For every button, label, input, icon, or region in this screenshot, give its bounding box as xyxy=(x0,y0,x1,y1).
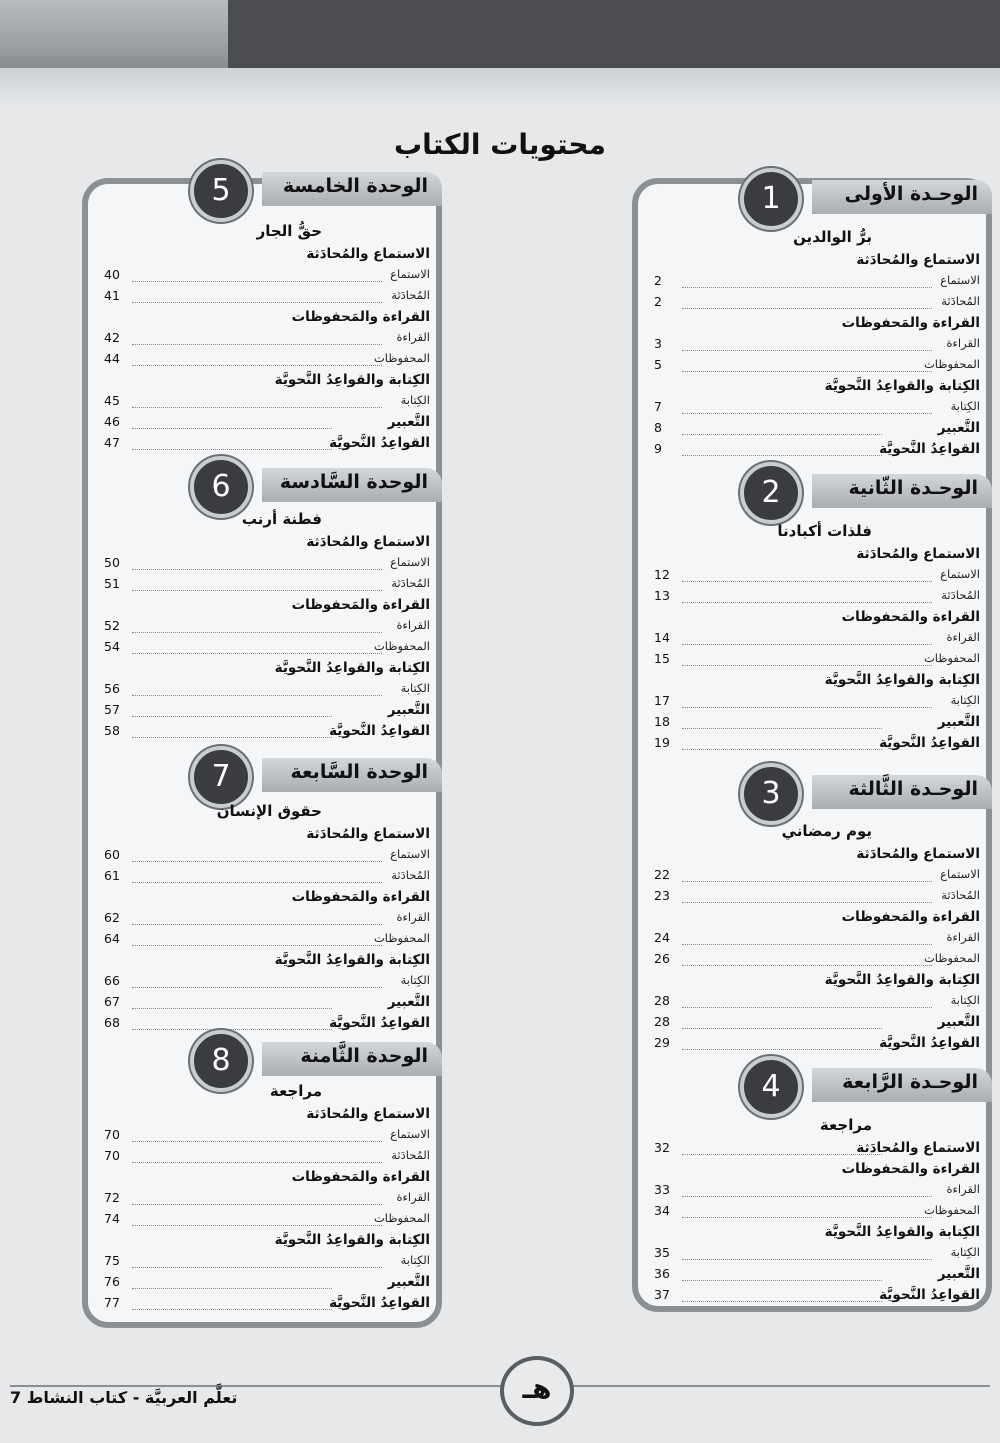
subsection-label: الكِتابة xyxy=(400,393,430,407)
subsection-label: المحفوظات xyxy=(923,651,980,665)
banner-photo xyxy=(0,0,228,78)
dotted-leader xyxy=(132,1204,382,1205)
section-heading: الاستماع والمُحادَثة xyxy=(306,534,430,550)
dotted-leader xyxy=(682,665,932,666)
page-number: 64 xyxy=(104,931,120,946)
section-heading: القواعِدُ النَّحويَّة xyxy=(329,1015,430,1031)
subsection-label: الكِتابة xyxy=(950,693,980,707)
dotted-leader xyxy=(132,428,332,429)
section-heading: التَّعبير xyxy=(387,1274,430,1290)
dotted-leader xyxy=(132,632,382,633)
page-number: 2 xyxy=(654,273,662,288)
page-number: 61 xyxy=(104,868,120,883)
section-heading: التَّعبير xyxy=(937,1014,980,1030)
subsection-label: المحفوظات xyxy=(923,1203,980,1217)
section-heading: الكِتابة والقواعِدُ النَّحويَّة xyxy=(274,1232,430,1248)
dotted-leader xyxy=(682,434,882,435)
page-number: 29 xyxy=(654,1035,670,1050)
unit-title: الوحـدة الثّانية xyxy=(848,477,978,499)
dotted-leader xyxy=(682,644,932,645)
section-heading: الكِتابة والقواعِدُ النَّحويَّة xyxy=(274,660,430,676)
dotted-leader xyxy=(682,881,932,882)
section-heading: القراءة والمَحفوظات xyxy=(841,315,980,331)
section-heading: القراءة والمَحفوظات xyxy=(291,1169,430,1185)
page-number: 45 xyxy=(104,393,120,408)
subsection-label: الكِتابة xyxy=(950,1245,980,1259)
lesson-title: برُّ الوالدين xyxy=(793,228,872,246)
dotted-leader xyxy=(682,707,932,708)
subsection-label: القراءة xyxy=(946,930,980,944)
subsection-label: الكِتابة xyxy=(950,399,980,413)
unit-title: الوحدة الثَّامنة xyxy=(300,1045,428,1067)
subsection-label: الاستماع xyxy=(940,567,980,581)
page-number: 3 xyxy=(654,336,662,351)
section-heading: التَّعبير xyxy=(937,714,980,730)
dotted-leader xyxy=(682,944,932,945)
page-number: 28 xyxy=(654,1014,670,1029)
lesson-title: فلذات أكبادنا xyxy=(777,522,872,540)
subsection-label: الاستماع xyxy=(390,1127,430,1141)
section-heading: التَّعبير xyxy=(387,414,430,430)
subsection-label: المُحادَثة xyxy=(391,1148,430,1162)
dotted-leader xyxy=(132,449,332,450)
section-heading: القراءة والمَحفوظات xyxy=(841,609,980,625)
subsection-label: المُحادَثة xyxy=(941,588,980,602)
dotted-leader xyxy=(132,716,332,717)
page-number: 33 xyxy=(654,1182,670,1197)
section-heading: القراءة والمَحفوظات xyxy=(291,597,430,613)
page-number: 76 xyxy=(104,1274,120,1289)
dotted-leader xyxy=(132,737,332,738)
dotted-leader xyxy=(682,965,932,966)
dotted-leader xyxy=(132,1225,382,1226)
section-heading: الكِتابة والقواعِدُ النَّحويَّة xyxy=(274,952,430,968)
section-heading: التَّعبير xyxy=(387,994,430,1010)
subsection-label: الاستماع xyxy=(390,555,430,569)
dotted-leader xyxy=(132,365,382,366)
page-number: 77 xyxy=(104,1295,120,1310)
dotted-leader xyxy=(132,945,382,946)
dotted-leader xyxy=(682,1280,882,1281)
page-number: 7 xyxy=(654,399,662,414)
subsection-label: القراءة xyxy=(396,1190,430,1204)
page-number: 50 xyxy=(104,555,120,570)
section-heading: الكِتابة والقواعِدُ النَّحويَّة xyxy=(824,1224,980,1240)
unit-number-badge: 2 xyxy=(740,462,802,524)
subsection-label: المحفوظات xyxy=(923,357,980,371)
dotted-leader xyxy=(132,1309,332,1310)
section-heading: القواعِدُ النَّحويَّة xyxy=(879,1035,980,1051)
subsection-label: المحفوظات xyxy=(373,1211,430,1225)
section-heading: القواعِدُ النَّحويَّة xyxy=(879,735,980,751)
page-number: 58 xyxy=(104,723,120,738)
page-number: 54 xyxy=(104,639,120,654)
dotted-leader xyxy=(682,902,932,903)
subsection-label: الكِتابة xyxy=(950,993,980,1007)
section-heading: الكِتابة والقواعِدُ النَّحويَّة xyxy=(824,972,980,988)
dotted-leader xyxy=(132,302,382,303)
dotted-leader xyxy=(132,407,382,408)
subsection-label: القراءة xyxy=(946,1182,980,1196)
page-number: 9 xyxy=(654,441,662,456)
page-number: 15 xyxy=(654,651,670,666)
dotted-leader xyxy=(682,581,932,582)
unit-number-badge: 6 xyxy=(190,456,252,518)
dotted-leader xyxy=(682,1259,932,1260)
subsection-label: الاستماع xyxy=(940,867,980,881)
page-number: 62 xyxy=(104,910,120,925)
unit-title: الوحدة السَّابعة xyxy=(290,761,428,783)
subsection-label: القراءة xyxy=(946,336,980,350)
subsection-label: المحفوظات xyxy=(373,931,430,945)
section-heading: الاستماع والمُحادَثة xyxy=(306,826,430,842)
dotted-leader xyxy=(682,728,882,729)
unit-number-badge: 4 xyxy=(740,1056,802,1118)
page-title: محتويات الكتاب xyxy=(394,128,606,161)
dotted-leader xyxy=(132,1008,332,1009)
page-number: 18 xyxy=(654,714,670,729)
section-heading: القراءة والمَحفوظات xyxy=(291,889,430,905)
page-number: 12 xyxy=(654,567,670,582)
page-number: 70 xyxy=(104,1127,120,1142)
section-heading: القواعِدُ النَّحويَّة xyxy=(879,441,980,457)
dotted-leader xyxy=(132,861,382,862)
section-heading: القراءة والمَحفوظات xyxy=(841,1161,980,1177)
subsection-label: المحفوظات xyxy=(373,351,430,365)
page-number: 24 xyxy=(654,930,670,945)
section-heading: الكِتابة والقواعِدُ النَّحويَّة xyxy=(824,378,980,394)
subsection-label: الاستماع xyxy=(940,273,980,287)
unit-title: الوحـدة الرَّابعة xyxy=(842,1071,978,1093)
dotted-leader xyxy=(682,1049,882,1050)
unit-title: الوحدة السَّادسة xyxy=(279,471,428,493)
dotted-leader xyxy=(682,1007,932,1008)
footer-series-title: تعلَّم العربيَّة - كتاب النشاط 7 xyxy=(10,1388,238,1407)
unit-title: الوحدة الخامسة xyxy=(282,175,428,197)
subsection-label: القراءة xyxy=(946,630,980,644)
subsection-label: المُحادَثة xyxy=(391,288,430,302)
lesson-title: فطنة أرنب xyxy=(241,510,322,528)
page-number: 42 xyxy=(104,330,120,345)
subsection-label: المُحادَثة xyxy=(941,888,980,902)
page-number: 17 xyxy=(654,693,670,708)
section-heading: القراءة والمَحفوظات xyxy=(291,309,430,325)
dotted-leader xyxy=(682,350,932,351)
section-heading: الاستماع والمُحادَثة xyxy=(306,1106,430,1122)
page-number: 51 xyxy=(104,576,120,591)
dotted-leader xyxy=(682,308,932,309)
page-number: 46 xyxy=(104,414,120,429)
subsection-label: القراءة xyxy=(396,330,430,344)
dotted-leader xyxy=(682,1154,882,1155)
subsection-label: الاستماع xyxy=(390,847,430,861)
dotted-leader xyxy=(682,455,882,456)
footer-page-marker: هـ xyxy=(500,1356,574,1426)
page-number: 14 xyxy=(654,630,670,645)
dotted-leader xyxy=(682,287,932,288)
section-heading: التَّعبير xyxy=(937,420,980,436)
dotted-leader xyxy=(132,590,382,591)
dotted-leader xyxy=(682,371,932,372)
page-number: 74 xyxy=(104,1211,120,1226)
section-heading: التَّعبير xyxy=(937,1266,980,1282)
section-heading: القواعِدُ النَّحويَّة xyxy=(329,723,430,739)
dotted-leader xyxy=(132,1288,332,1289)
dotted-leader xyxy=(132,924,382,925)
subsection-label: القراءة xyxy=(396,910,430,924)
page-number: 28 xyxy=(654,993,670,1008)
page-number: 70 xyxy=(104,1148,120,1163)
unit-number-badge: 5 xyxy=(190,160,252,222)
section-heading: الاستماع والمُحادَثة xyxy=(856,252,980,268)
section-heading: التَّعبير xyxy=(387,702,430,718)
lesson-title: يوم رمضاني xyxy=(781,822,872,840)
subsection-label: المحفوظات xyxy=(373,639,430,653)
subsection-label: القراءة xyxy=(396,618,430,632)
page-number: 66 xyxy=(104,973,120,988)
dotted-leader xyxy=(682,1196,932,1197)
subsection-label: المُحادَثة xyxy=(941,294,980,308)
page-number: 22 xyxy=(654,867,670,882)
section-heading: القواعِدُ النَّحويَّة xyxy=(329,1295,430,1311)
page-number: 23 xyxy=(654,888,670,903)
unit-number-badge: 1 xyxy=(740,168,802,230)
page-number: 75 xyxy=(104,1253,120,1268)
page-number: 56 xyxy=(104,681,120,696)
subsection-label: الكِتابة xyxy=(400,973,430,987)
page-number: 60 xyxy=(104,847,120,862)
unit-title: الوحـدة الثَّالثة xyxy=(848,778,978,800)
page-number: 13 xyxy=(654,588,670,603)
subsection-label: المُحادَثة xyxy=(391,576,430,590)
page-number: 68 xyxy=(104,1015,120,1030)
dotted-leader xyxy=(132,653,382,654)
lesson-title: حقوق الإنسان xyxy=(216,802,322,820)
section-heading: الكِتابة والقواعِدُ النَّحويَّة xyxy=(824,672,980,688)
section-heading: الاستماع والمُحادَثة xyxy=(856,846,980,862)
page-number: 57 xyxy=(104,702,120,717)
page-number: 5 xyxy=(654,357,662,372)
dotted-leader xyxy=(132,281,382,282)
page-number: 26 xyxy=(654,951,670,966)
dotted-leader xyxy=(132,695,382,696)
content-top-shade xyxy=(0,68,1000,108)
page-number: 37 xyxy=(654,1287,670,1302)
dotted-leader xyxy=(682,1301,882,1302)
dotted-leader xyxy=(682,1028,882,1029)
dotted-leader xyxy=(682,602,932,603)
page-number: 52 xyxy=(104,618,120,633)
dotted-leader xyxy=(682,1217,932,1218)
page-number: 35 xyxy=(654,1245,670,1260)
section-heading: الاستماع والمُحادَثة xyxy=(306,246,430,262)
subsection-label: الاستماع xyxy=(390,267,430,281)
section-heading: القواعِدُ النَّحويَّة xyxy=(879,1287,980,1303)
subsection-label: الكِتابة xyxy=(400,681,430,695)
unit-number-badge: 8 xyxy=(190,1030,252,1092)
dotted-leader xyxy=(132,987,382,988)
dotted-leader xyxy=(682,749,882,750)
unit-title: الوحـدة الأولى xyxy=(844,183,978,205)
section-heading: الكِتابة والقواعِدُ النَّحويَّة xyxy=(274,372,430,388)
section-heading: الاستماع والمُحادَثة xyxy=(856,546,980,562)
page-number: 36 xyxy=(654,1266,670,1281)
page-number: 40 xyxy=(104,267,120,282)
unit-number-badge: 3 xyxy=(740,763,802,825)
page-number: 2 xyxy=(654,294,662,309)
subsection-label: المحفوظات xyxy=(923,951,980,965)
section-heading: الاستماع والمُحادَثة xyxy=(856,1140,980,1156)
page-number: 41 xyxy=(104,288,120,303)
lesson-title: مراجعة xyxy=(819,1116,872,1134)
subsection-label: المُحادَثة xyxy=(391,868,430,882)
section-heading: القواعِدُ النَّحويَّة xyxy=(329,435,430,451)
page-number: 32 xyxy=(654,1140,670,1155)
dotted-leader xyxy=(132,1267,382,1268)
lesson-title: حقُّ الجار xyxy=(256,222,322,240)
page-number: 72 xyxy=(104,1190,120,1205)
dotted-leader xyxy=(682,413,932,414)
dotted-leader xyxy=(132,1162,382,1163)
unit-number-badge: 7 xyxy=(190,746,252,808)
lesson-title: مراجعة xyxy=(269,1082,322,1100)
subsection-label: الكِتابة xyxy=(400,1253,430,1267)
section-heading: القراءة والمَحفوظات xyxy=(841,909,980,925)
page-number: 19 xyxy=(654,735,670,750)
dotted-leader xyxy=(132,882,382,883)
page-number: 44 xyxy=(104,351,120,366)
page-number: 34 xyxy=(654,1203,670,1218)
dotted-leader xyxy=(132,569,382,570)
page-number: 47 xyxy=(104,435,120,450)
dotted-leader xyxy=(132,1029,332,1030)
page-number: 8 xyxy=(654,420,662,435)
dotted-leader xyxy=(132,1141,382,1142)
dotted-leader xyxy=(132,344,382,345)
page-number: 67 xyxy=(104,994,120,1009)
